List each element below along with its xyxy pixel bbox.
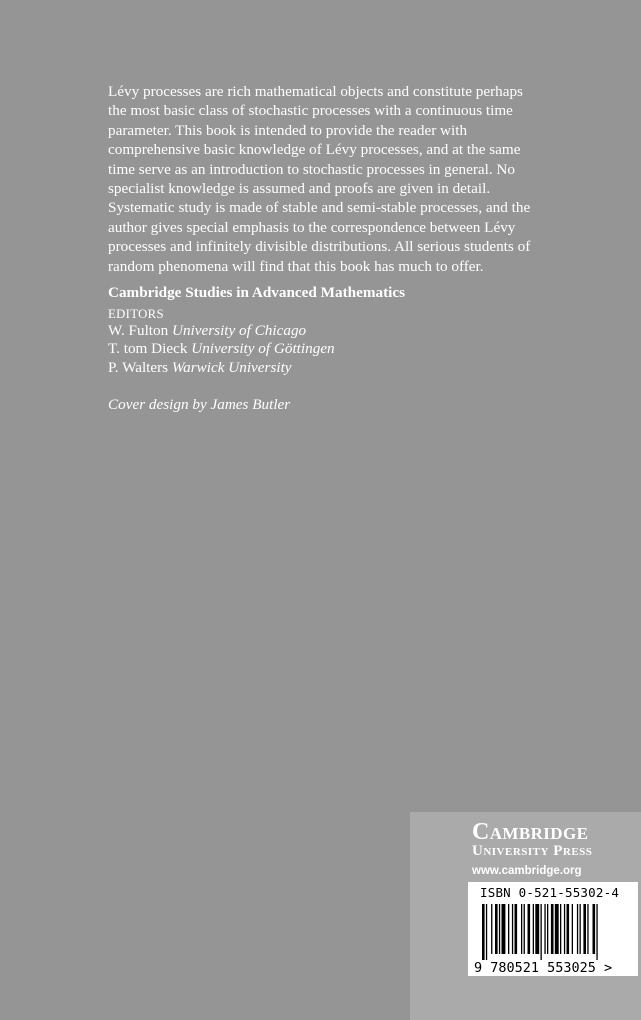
barcode-bar (560, 904, 561, 954)
publisher-imprint-panel (410, 812, 641, 1020)
barcode-bar (593, 904, 596, 954)
barcode-bar (508, 904, 509, 954)
isbn-text: ISBN 0-521-55302-4 (480, 885, 620, 900)
barcode-bar (580, 904, 581, 954)
barcode-bar (555, 904, 559, 954)
publisher-url: www.cambridge.org (472, 865, 582, 877)
editor-entry (108, 322, 335, 340)
editor-affiliation: Warwick University (171, 358, 292, 376)
editor-list (108, 322, 335, 377)
barcode-bar (533, 904, 534, 954)
barcode-bar (521, 904, 522, 954)
barcode-bar (547, 904, 548, 954)
barcode-bar (572, 904, 573, 954)
series-title: Cambridge Studies in Advanced Mathematics (108, 284, 406, 301)
barcode-bar (495, 904, 498, 954)
barcode-icon (468, 902, 638, 976)
barcode-bar (551, 904, 554, 954)
editor-affiliation: University of Göttingen (191, 340, 335, 358)
editor-name: W. Fulton (108, 322, 169, 339)
barcode-bar (587, 904, 588, 954)
barcode-label (468, 882, 638, 976)
barcode-bar (528, 904, 531, 954)
barcode-bar (535, 904, 539, 954)
barcode-bar (512, 904, 513, 954)
editor-name: P. Walters (108, 358, 169, 376)
barcode-bar (541, 904, 542, 960)
barcode-bar (567, 904, 570, 954)
barcode-bar (564, 904, 565, 954)
barcode-bar (515, 904, 518, 954)
barcode-bar (502, 904, 506, 954)
back-cover-blurb: Lévy processes are rich mathematical objects and constitute perhaps the most basic class of stochastic processes with a continuous time parameter. This book is intended to provide the reader with comprehensive basic knowledge of Lévy processes, and at the same time serve as an introduction to stochastic processes in general. No specialist knowledge is assumed and proofs are given in detail. Systematic study is made of stable and semi-stable processes, and the author gives special emphasis to the correspondence between Lévy processes and infinitely divisible distributions. All serious students of random phenomena will find that this book has much to offer. (108, 83, 531, 275)
barcode-bar (596, 904, 597, 960)
publisher-name: Cambridge (472, 819, 589, 845)
editors-heading: EDITORS (108, 307, 164, 321)
editor-entry (108, 359, 335, 377)
publisher-subtitle: University Press (472, 843, 593, 859)
editor-name: T. tom Dieck (108, 340, 188, 358)
barcode-bar (577, 904, 578, 954)
barcode-bar (486, 904, 487, 960)
editor-entry (108, 340, 335, 358)
barcode-bar (544, 904, 545, 954)
barcode-digits: 9 780521 553025 > (474, 960, 613, 976)
cover-design-credit: Cover design by James Butler (108, 396, 291, 413)
barcode-bar (524, 904, 525, 954)
barcode-bar (583, 904, 586, 954)
editor-affiliation: University of Chicago (172, 322, 307, 339)
barcode-bar (482, 904, 485, 960)
barcode-bar (499, 904, 500, 954)
barcode-bar (491, 904, 492, 954)
